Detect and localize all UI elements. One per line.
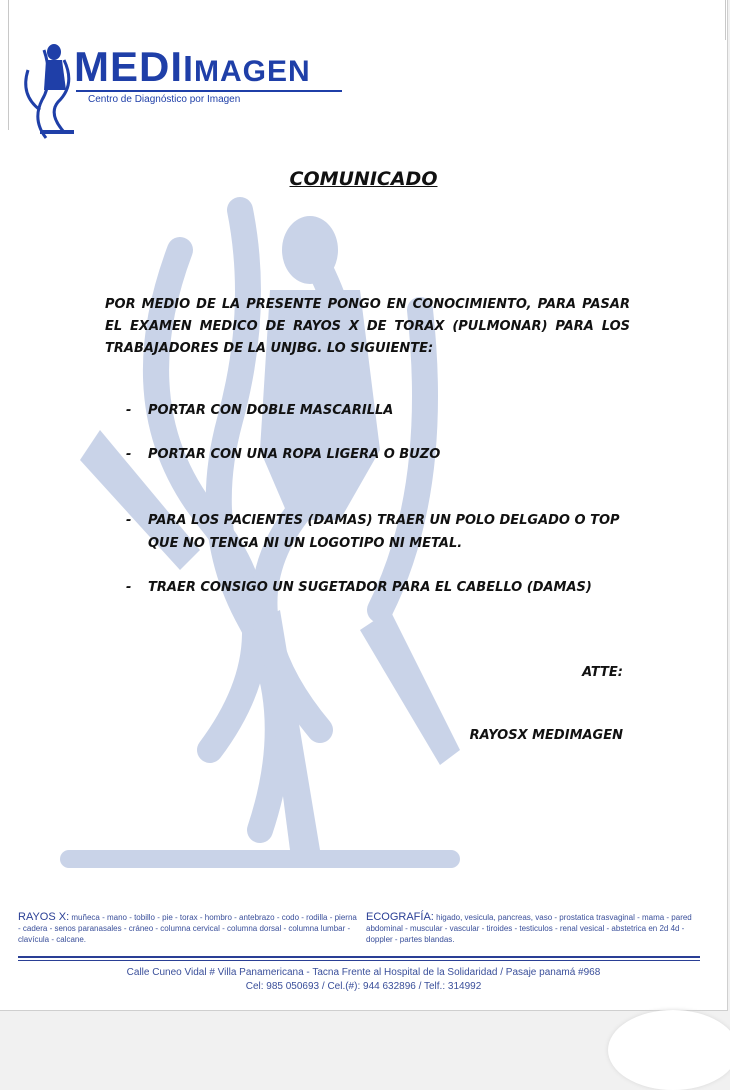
footer-divider xyxy=(18,960,700,961)
list-item-text: PARA LOS PACIENTES (DAMAS) TRAER UN POLO DELGADO O TOP QUE NO TENGA NI UN LOGOTIPO NI METAL. xyxy=(148,513,620,551)
bullet-dash: - xyxy=(126,513,132,528)
list-item-text: TRAER CONSIGO UN SUGETADOR PARA EL CABELLO (DAMAS) xyxy=(148,580,592,595)
bullet-dash: - xyxy=(126,403,132,418)
closing-text: ATTE: xyxy=(582,665,623,680)
footer-divider xyxy=(18,956,700,958)
intro-paragraph: POR MEDIO DE LA PRESENTE PONGO EN CONOCIMIENTO, PARA PASAR EL EXAMEN MEDICO DE RAYOS X DE TORAX (PULMONAR) PARA LOS TRABAJADORES DE LA UNJBG. LO SIGUIENTE: xyxy=(105,297,630,356)
logo-underline xyxy=(76,90,342,92)
page-edge-line xyxy=(725,0,726,40)
medimagen-logo xyxy=(14,40,354,140)
footer-address-block xyxy=(0,966,727,994)
bullet-dash: - xyxy=(126,580,132,595)
footer-ecografia-heading: ECOGRAFÍA: xyxy=(366,911,434,923)
footer-services xyxy=(18,912,708,956)
footer-phones: Cel: 985 050693 / Cel.(#): 944 632896 / Telf.: 314992 xyxy=(245,981,482,992)
footer-rayos-column xyxy=(18,912,358,945)
list-item-text: PORTAR CON UNA ROPA LIGERA O BUZO xyxy=(148,447,441,462)
footer-ecografia-text: higado, vesicula, pancreas, vaso - prostatica trasvaginal - mama - pared abdominal - muscular - vascular - tiroides - testiculos - renal vesical - abstetrica en 2d 4d - doppler - partes blandas. xyxy=(366,913,692,944)
footer-rayos-heading: RAYOS X: xyxy=(18,911,70,923)
page-edge-line xyxy=(8,0,9,130)
bullet-dash: - xyxy=(126,447,132,462)
footer-ecografia-column xyxy=(366,912,708,945)
list-item-text: PORTAR CON DOBLE MASCARILLA xyxy=(148,403,394,418)
footer-rayos-text: muñeca - mano - tobillo - pie - torax - hombro - antebrazo - codo - rodilla - pierna - cadera - senos paranasales - cráneo - columna cervical - columna dorsal - columna lumbar - clavícula - calcane. xyxy=(18,913,357,944)
footer-address: Calle Cuneo Vidal # Villa Panamericana - Tacna Frente al Hospital de la Solidaridad / Pasaje panamá #968 xyxy=(126,967,601,978)
page-title: COMUNICADO xyxy=(289,168,438,190)
signature-text: RAYOSX MEDIMAGEN xyxy=(469,728,623,743)
logo-subtitle: Centro de Diagnóstico por Imagen xyxy=(88,94,241,105)
logo-wordmark: MEDIIMAGEN xyxy=(74,43,311,90)
viewer-corner-bubble xyxy=(608,1010,730,1090)
